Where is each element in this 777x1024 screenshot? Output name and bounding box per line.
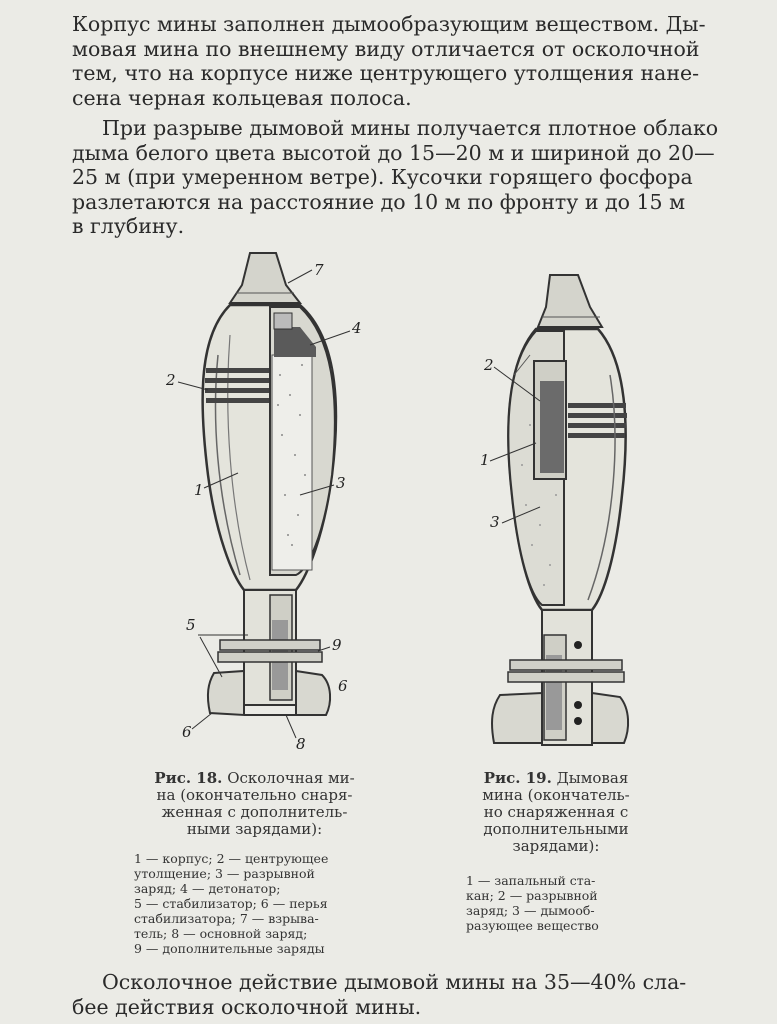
text-line: мовая мина по внешнему виду отличается от осколочной [72, 36, 700, 61]
legend-line: утолщение; 3 — разрывной [134, 866, 315, 881]
label-1: 1 [480, 451, 490, 469]
label-4: 4 [352, 319, 362, 337]
legend-line: заряд; 3 — дымооб- [466, 903, 595, 918]
caption-line: ными зарядами): [186, 820, 323, 838]
label-6-right: 6 [338, 677, 348, 695]
text-line: 25 м (при умеренном ветре). Кусочки горящего фосфора [72, 165, 693, 189]
label-3: 3 [336, 474, 346, 492]
caption-line: мина (окончатель- [482, 786, 630, 804]
caption-line: женная с дополнитель- [161, 803, 348, 821]
label-3: 3 [490, 513, 500, 531]
label-9: 9 [332, 636, 342, 654]
figure-18-fragmentation-mine [150, 245, 370, 765]
legend-line: 1 — запальный ста- [466, 873, 596, 888]
paragraph-2 [72, 116, 744, 239]
legend-line: тель; 8 — основной заряд; [134, 926, 308, 941]
figure-18-caption [142, 770, 367, 838]
text-line: сена черная кольцевая полоса. [72, 85, 412, 110]
caption-number: Рис. 19. [483, 769, 552, 787]
legend-line: кан; 2 — разрывной [466, 888, 598, 903]
legend-line: 9 — дополнительные заряды [134, 941, 325, 956]
text-line: Корпус мины заполнен дымообразующим веществом. Ды- [72, 12, 706, 36]
text-line: дыма белого цвета высотой до 15—20 м и шириной до 20— [72, 140, 715, 165]
legend-line: заряд; 4 — детонатор; [134, 881, 281, 896]
text-line: тем, что на корпусе ниже центрующего утолщения нане- [72, 61, 700, 85]
caption-line: Осколочная ми- [227, 769, 355, 787]
label-8: 8 [296, 735, 306, 753]
caption-line: дополнительными [483, 820, 629, 838]
text-line: бее действия осколочной мины. [72, 994, 422, 1019]
text-line: При разрыве дымовой мины получается плотное облако [102, 116, 719, 140]
figure-19-legend [466, 873, 644, 933]
text-line: в глубину. [72, 214, 185, 238]
legend-line: разующее вещество [466, 918, 599, 933]
paragraph-1 [72, 12, 744, 110]
text-line: разлетаются на расстояние до 10 м по фронту и до 15 м [72, 189, 686, 214]
figure-18-legend [134, 851, 370, 956]
figure-19-smoke-mine [470, 265, 660, 765]
text-line: Осколочное действие дымовой мины на 35—40% сла- [102, 970, 687, 994]
caption-number: Рис. 18. [154, 769, 223, 787]
label-7: 7 [314, 261, 324, 279]
caption-line: но снаряженная с [483, 803, 629, 821]
label-2: 2 [484, 356, 494, 374]
label-2: 2 [166, 371, 176, 389]
figure-19-caption [466, 770, 646, 855]
paragraph-3 [72, 970, 744, 1019]
label-5: 5 [186, 616, 196, 634]
caption-line: на (окончательно снаря- [156, 786, 353, 804]
legend-line: 1 — корпус; 2 — центрующее [134, 851, 329, 866]
label-1: 1 [194, 481, 204, 499]
caption-line: Дымовая [556, 769, 629, 787]
legend-line: стабилизатора; 7 — взрыва- [134, 911, 319, 926]
label-6-left: 6 [182, 723, 192, 741]
caption-line: зарядами): [512, 837, 600, 855]
legend-line: 5 — стабилизатор; 6 — перья [134, 896, 328, 911]
